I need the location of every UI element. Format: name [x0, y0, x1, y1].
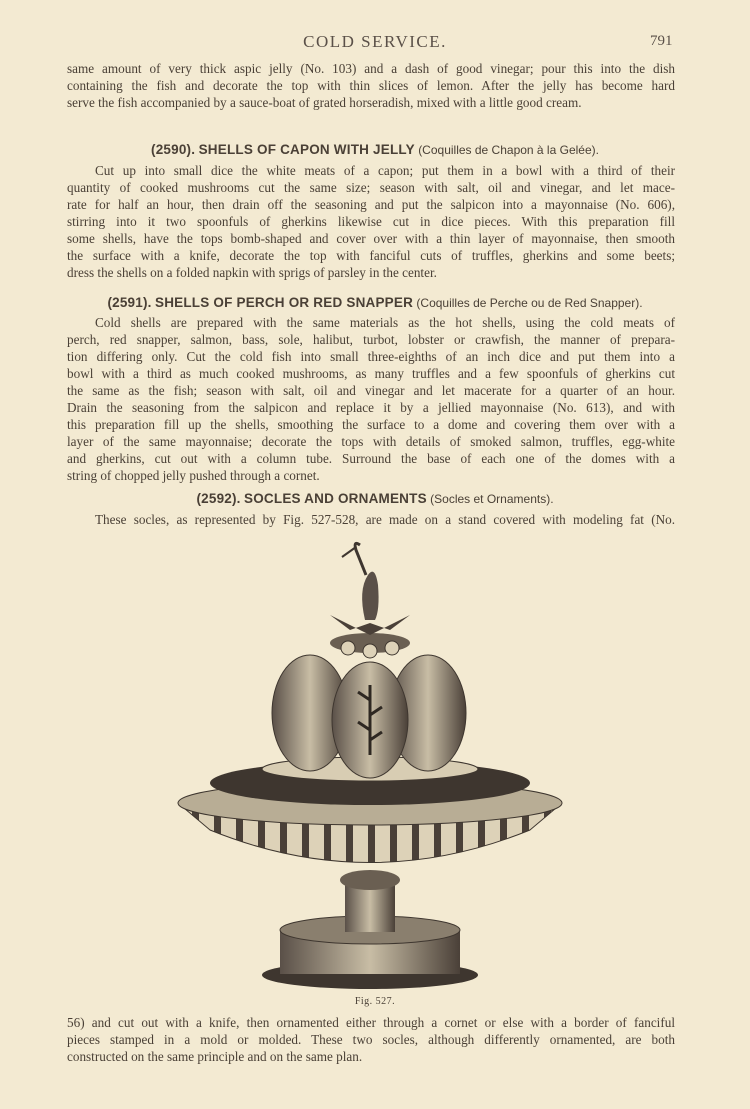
section-french-title: (Coquilles de Perche ou de Red Snapper). [416, 296, 643, 310]
section-french-title: (Coquilles de Chapon à la Gelée). [418, 143, 599, 157]
stork-neck [355, 543, 366, 575]
section-2590-paragraph [67, 162, 675, 281]
text-line: Drain the seasoning from the salpicon and replace it by a jellied mayonnaise (No. 613), and with [67, 400, 675, 415]
flower [363, 644, 377, 658]
text-line: layer of the same mayonnaise; decorate the tops with details of smoked salmon, truffles, egg-white [67, 434, 675, 449]
text-line: quantity of cooked mushrooms cut the same size; season with salt, oil and vinegar, and let mace- [67, 180, 675, 195]
continuation-paragraph [67, 1014, 675, 1065]
text-line: tion differing only. Cut the cold fish into small three-eighths of an inch dice and put them into a [67, 349, 675, 364]
text-line: rate for half an hour, then drain off the seasoning and put the salpicon into a mayonnaise (No. 606), [67, 197, 675, 212]
text-line: Cold shells are prepared with the same materials as the hot shells, using the cold meats of [95, 315, 675, 330]
text-line: string of chopped jelly pushed through a cornet. [67, 468, 320, 483]
section-2591-paragraph [67, 314, 675, 484]
text-line: 56) and cut out with a knife, then ornamented either through a cornet or else with a border of fanciful [67, 1015, 675, 1030]
text-line: These socles, as represented by Fig. 527-528, are made on a stand covered with modeling fat (No. [95, 512, 675, 527]
section-2592-paragraph [67, 511, 675, 528]
section-heading-2591 [0, 294, 750, 312]
text-line: dress the shells on a folded napkin with sprigs of parsley in the center. [67, 265, 437, 280]
text-line: Cut up into small dice the white meats of a capon; put them in a bowl with a third of their [95, 163, 675, 178]
flower [385, 641, 399, 655]
text-line: and gherkins, cut out with a column tube. Surround the base of each one of the domes with a [67, 451, 675, 466]
text-line: stirring into it two spoonfuls of gherkins likewise cut in dice pieces. With this preparation fill [67, 214, 675, 229]
pedestal-stem-collar [340, 870, 400, 890]
section-number: (2590). [151, 142, 196, 157]
section-title: SOCLES AND ORNAMENTS [244, 491, 427, 506]
text-line: same amount of very thick aspic jelly (No. 103) and a dash of good vinegar; pour this into the dish [67, 61, 675, 76]
page-number: 791 [650, 33, 673, 49]
text-line: constructed on the same principle and on the same plan. [67, 1049, 363, 1064]
intro-paragraph [67, 60, 675, 111]
decorated-eggs [272, 655, 466, 778]
running-head: COLD SERVICE. [303, 32, 447, 51]
text-line: the same as the fish; season with salt, oil and vinegar and let macerate for a quarter of an hour. [67, 383, 675, 398]
section-title: SHELLS OF CAPON WITH JELLY [198, 142, 415, 157]
text-line: pieces stamped in a mold or molded. These two socles, although differently ornamented, are both [67, 1032, 675, 1047]
socle-illustration [170, 535, 570, 995]
text-line: perch, red snapper, salmon, bass, sole, halibut, turbot, lobster or crawfish, the manner of prepara- [67, 332, 675, 347]
text-line: bowl with a third as much cooked mushrooms, as many truffles and a few spoonfuls of gherkins cut [67, 366, 675, 381]
section-title: SHELLS OF PERCH OR RED SNAPPER [155, 295, 414, 310]
section-number: (2592). [196, 491, 241, 506]
figure-caption: Fig. 527. [354, 996, 396, 1007]
text-line: some shells, have the tops bomb-shaped and cover over with a thin layer of mayonnaise, then smooth [67, 231, 675, 246]
text-line: containing the fish and decorate the top with thin slices of lemon. After the jelly has become hard [67, 78, 675, 93]
flower-crown [330, 615, 410, 658]
text-line: the surface with a knife, decorate the top with fanciful cuts of truffles, gherkins and some beets; [67, 248, 675, 263]
stork-beak [342, 547, 356, 557]
section-heading-2590 [0, 141, 750, 159]
text-line: this preparation fill up the shells, smoothing the surface to a dome and covering them over with a [67, 417, 675, 432]
section-number: (2591). [107, 295, 152, 310]
section-french-title: (Socles et Ornaments). [430, 492, 554, 506]
text-line: serve the fish accompanied by a sauce-boat of grated horseradish, mixed with a little good cream. [67, 95, 582, 110]
flower [341, 641, 355, 655]
stork-figure [342, 543, 379, 620]
section-heading-2592 [0, 490, 750, 508]
stork-body [362, 572, 378, 620]
